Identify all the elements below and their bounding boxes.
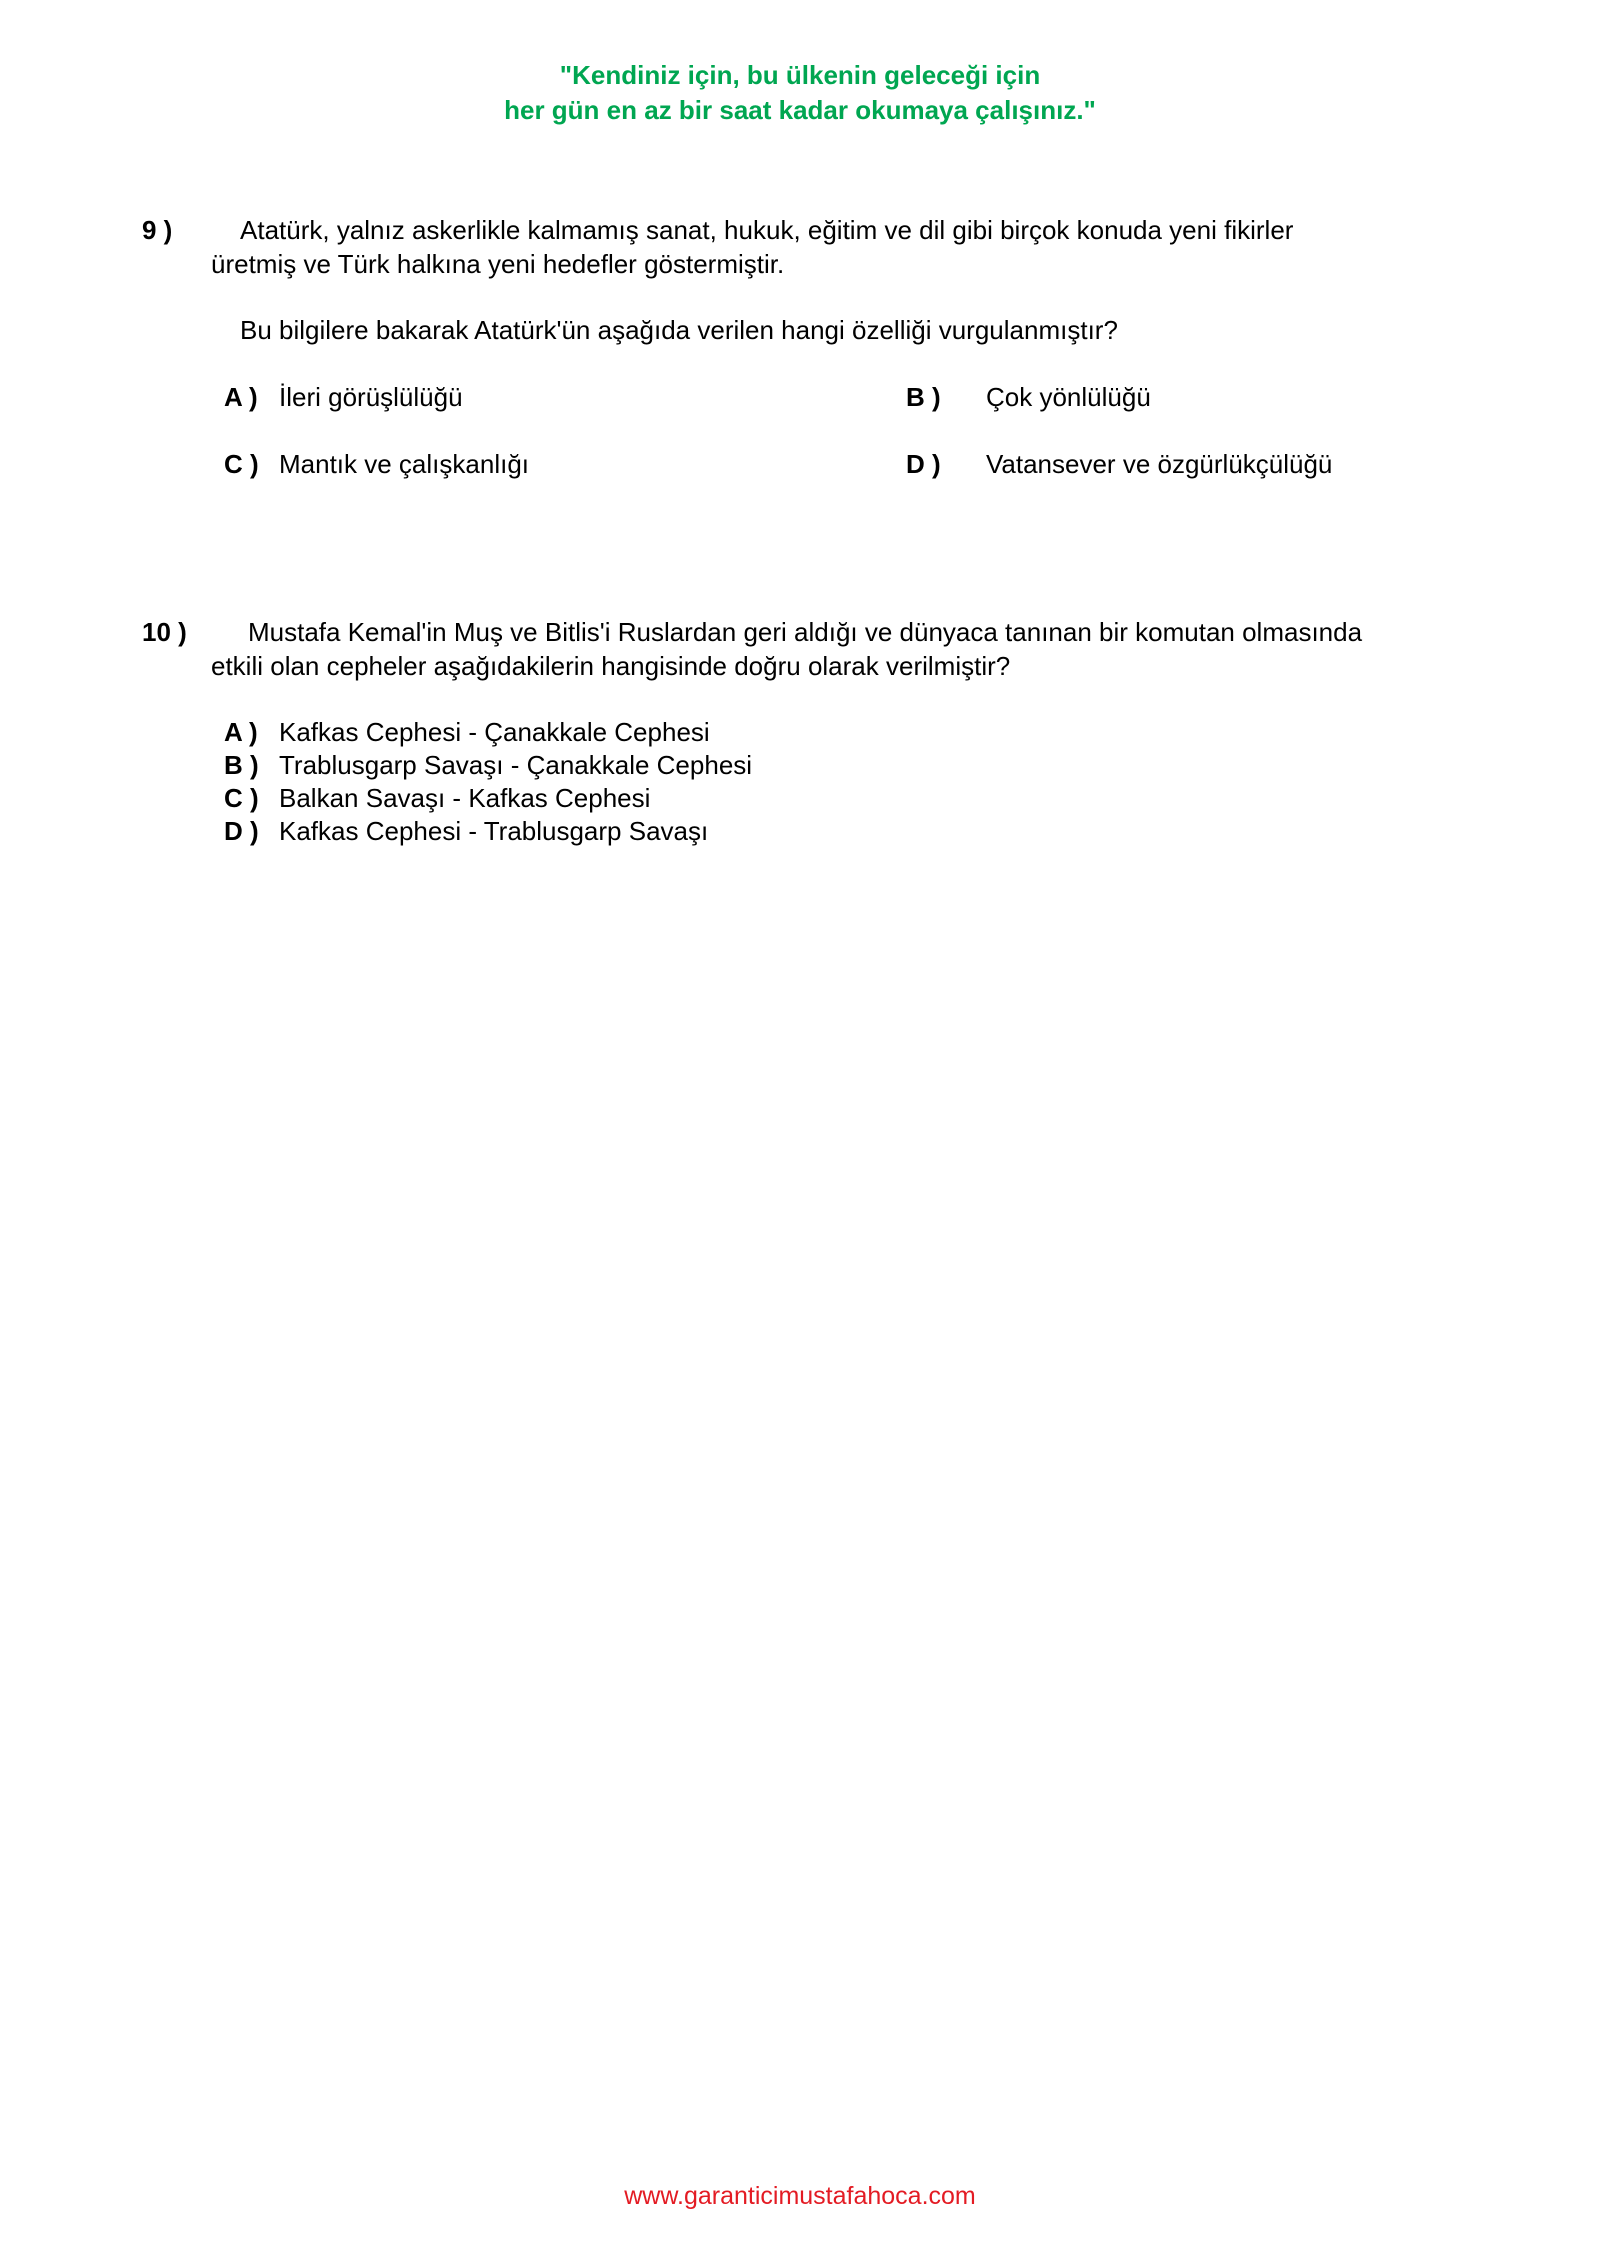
option-letter: B ) — [906, 382, 941, 412]
option-letter: C ) — [224, 449, 259, 479]
option-text: Trablusgarp Savaşı - Çanakkale Cephesi — [279, 750, 753, 780]
option-a[interactable] — [224, 380, 463, 414]
option-letter: D ) — [224, 816, 259, 846]
option-b[interactable] — [224, 748, 752, 782]
motto-line-1: "Kendiniz için, bu ülkenin geleceği için — [559, 60, 1041, 90]
question-stem-line-1: Atatürk, yalnız askerlikle kalmamış sanat, hukuk, eğitim ve dil gibi birçok konuda yeni fikirler — [240, 215, 1294, 245]
option-b[interactable] — [906, 380, 1151, 414]
option-c[interactable] — [224, 781, 650, 815]
option-a[interactable] — [224, 715, 710, 749]
option-letter: D ) — [906, 449, 941, 479]
option-letter: B ) — [224, 750, 259, 780]
question-stem-line-2: etkili olan cepheler aşağıdakilerin hangisinde doğru olarak verilmiştir? — [211, 651, 1011, 681]
option-text: İleri görüşlülüğü — [279, 382, 463, 412]
option-letter: C ) — [224, 783, 259, 813]
footer-website-link[interactable]: www.garanticimustafahoca.com — [624, 2182, 976, 2210]
question-number: 10 ) — [142, 617, 187, 647]
option-text: Vatansever ve özgürlükçülüğü — [986, 449, 1333, 479]
question-number: 9 ) — [142, 215, 173, 245]
option-text: Mantık ve çalışkanlığı — [279, 449, 529, 479]
option-text: Kafkas Cephesi - Çanakkale Cephesi — [279, 717, 710, 747]
option-d[interactable] — [906, 447, 1332, 481]
option-letter: A ) — [224, 717, 258, 747]
option-letter: A ) — [224, 382, 258, 412]
option-c[interactable] — [224, 447, 529, 481]
option-d[interactable] — [224, 814, 708, 848]
question-stem-line-2: üretmiş ve Türk halkına yeni hedefler göstermiştir. — [211, 249, 785, 279]
option-text: Kafkas Cephesi - Trablusgarp Savaşı — [279, 816, 709, 846]
option-text: Balkan Savaşı - Kafkas Cephesi — [279, 783, 651, 813]
question-prompt: Bu bilgilere bakarak Atatürk'ün aşağıda verilen hangi özelliği vurgulanmıştır? — [240, 315, 1118, 345]
option-text: Çok yönlülüğü — [986, 382, 1151, 412]
question-stem-line-1: Mustafa Kemal'in Muş ve Bitlis'i Ruslardan geri aldığı ve dünyaca tanınan bir komutan olmasında — [248, 617, 1363, 647]
page-motto — [0, 58, 1600, 128]
motto-line-2: her gün en az bir saat kadar okumaya çalışınız." — [504, 95, 1096, 125]
